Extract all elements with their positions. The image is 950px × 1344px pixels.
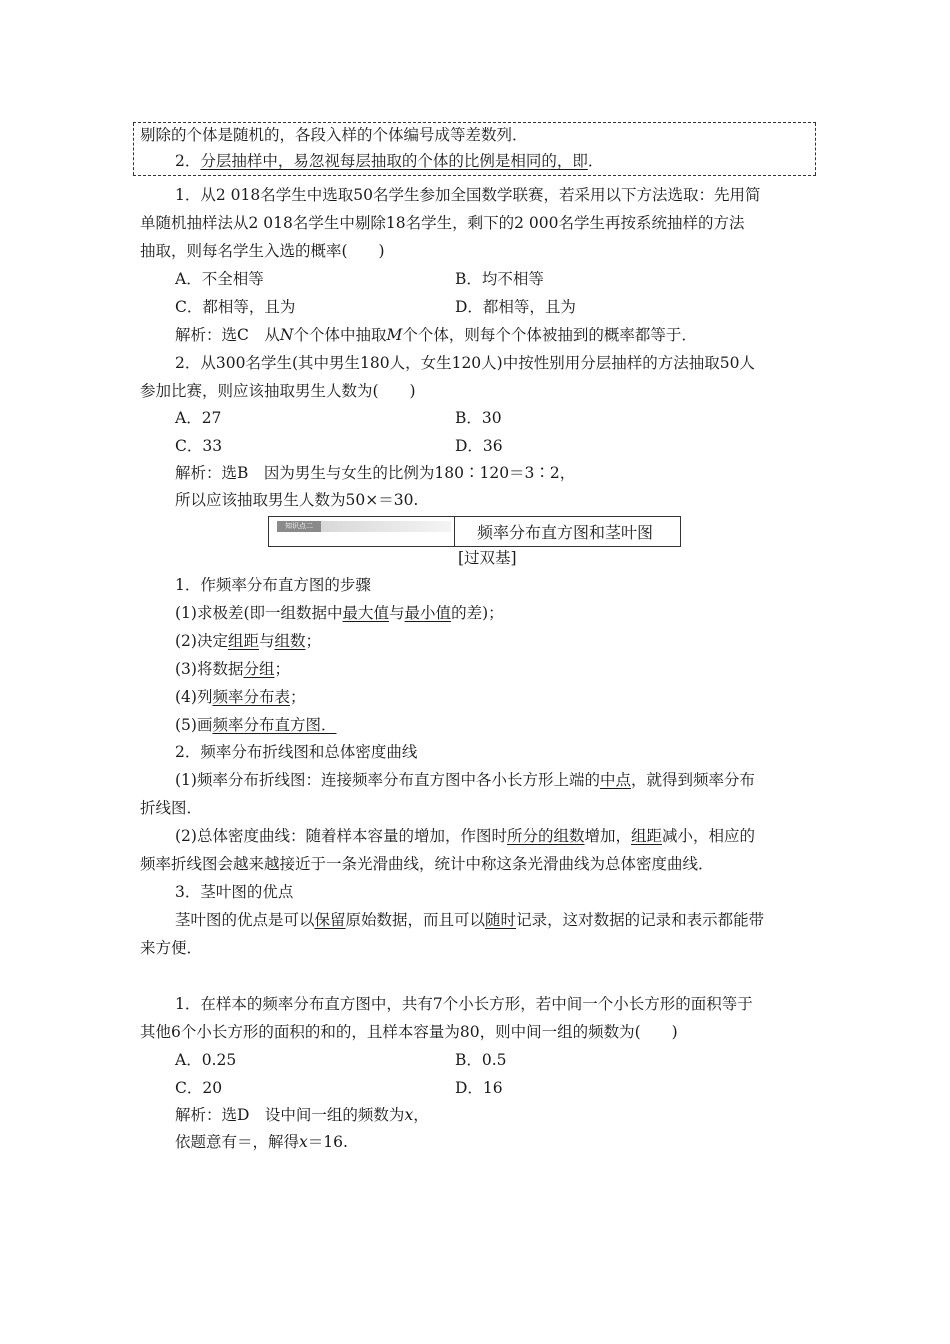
- step-5-histogram: 频率分布直方图．: [212, 716, 337, 734]
- step-3: [175, 658, 290, 680]
- q1-option-d-text: D．都相等，且为: [455, 298, 576, 316]
- step-4-table: 频率分布表: [212, 688, 290, 706]
- step-2: [175, 630, 321, 652]
- step-2-b: 与: [258, 632, 275, 650]
- polyline-p2-groups: 所分的组数: [506, 827, 585, 845]
- note-number: 2．: [175, 152, 201, 170]
- step-1-c: 的差)；: [451, 604, 504, 622]
- q1-solution-m: M: [386, 326, 403, 344]
- q2-option-b: [455, 407, 502, 429]
- polyline-heading: [175, 741, 417, 763]
- polyline-p1-midpoint: 中点: [599, 771, 631, 789]
- stem-leaf-line2: [140, 937, 202, 959]
- q1-option-b: [455, 268, 544, 290]
- q1-stem-text-3: 抽取，则每名学生入选的概率( ): [140, 242, 385, 260]
- stem-leaf-text: [175, 909, 764, 931]
- q3-solution-1-b: ，: [413, 1106, 429, 1124]
- knowledge-tag-band: [321, 521, 451, 532]
- polyline-heading-text: 2．频率分布折线图和总体密度曲线: [175, 743, 418, 761]
- step-1-max: 最大值: [342, 604, 390, 622]
- knowledge-header: [268, 516, 681, 547]
- q2-option-d-text: D．36: [455, 437, 503, 455]
- q1-option-a-text: A．不全相等: [175, 270, 264, 288]
- q3-solution-2-a: 依题意有＝，解得: [175, 1133, 300, 1151]
- polyline-p2-a: (2)总体密度曲线：随着样本容量的增加，作图时: [175, 827, 507, 845]
- q1-stem-2: [140, 212, 744, 234]
- q2-option-a-text: A．27: [175, 409, 222, 427]
- q1-solution-n: N: [279, 326, 294, 344]
- note-end: ．: [587, 152, 604, 170]
- note-line-1: [140, 124, 528, 146]
- q1-stem-1: [175, 184, 760, 206]
- q3-solution-2-b: ＝16.: [307, 1133, 348, 1151]
- step-2-a: (2)决定: [175, 632, 228, 650]
- q2-solution-text-1: 解析：选B 因为男生与女生的比例为180∶120＝3∶2，: [175, 464, 576, 482]
- q1-option-d: [455, 296, 576, 318]
- step-4-c: ；: [289, 688, 306, 706]
- note-text-1: 剔除的个体是随机的，各段入样的个体编号成等差数列．: [140, 126, 528, 144]
- polyline-p2-line2: [140, 853, 714, 875]
- q2-option-d: [455, 435, 503, 457]
- q3-option-c: [175, 1077, 222, 1099]
- step-1-min: 最小值: [404, 604, 452, 622]
- q1-option-c: [175, 296, 295, 318]
- q2-option-b-text: B．30: [455, 409, 502, 427]
- stem-leaf-line2-text: 来方便．: [140, 939, 203, 957]
- q3-option-b: [455, 1049, 507, 1071]
- step-3-c: ；: [274, 660, 290, 678]
- q3-option-d-text: D．16: [455, 1079, 503, 1097]
- q3-solution-x: x: [404, 1106, 414, 1124]
- stem-leaf-keep: 保留: [314, 911, 346, 929]
- q3-solution-1: [175, 1104, 429, 1126]
- step-2-c: ；: [305, 632, 322, 650]
- q1-option-b-text: B．均不相等: [455, 270, 544, 288]
- q1-stem-text-2: 单随机抽样法从2 018名学生中剔除18名学生，剩下的2 000名学生再按系统抽样的方法: [140, 214, 745, 232]
- section-subtitle-text: [过双基]: [458, 549, 517, 567]
- q3-stem-text-2: 其他6个小长方形的面积的和的，且样本容量为80，则中间一组的频数为( ): [140, 1023, 678, 1041]
- step-1-b: 与: [389, 604, 405, 622]
- stem-leaf-b: 原始数据，而且可以: [345, 911, 486, 929]
- polyline-p1-b: ，就得到频率分布: [630, 771, 755, 789]
- note-text-2: 分层抽样中，易忽视每层抽取的个体的比例是相同的，即: [200, 152, 588, 170]
- step-3-a: (3)将数据: [175, 660, 244, 678]
- knowledge-tag: 知识点二: [277, 521, 321, 532]
- q3-option-c-text: C．20: [175, 1079, 223, 1097]
- stem-leaf-heading-text: 3．茎叶图的优点: [175, 883, 294, 901]
- q2-stem-2: [140, 380, 416, 402]
- q3-solution-1-a: 解析：选D 设中间一组的频数为: [175, 1106, 405, 1124]
- q3-option-d: [455, 1077, 503, 1099]
- q3-solution-2: [175, 1131, 348, 1153]
- step-4: [175, 686, 306, 708]
- q3-stem-1: [175, 993, 753, 1015]
- q3-stem-text-1: 1．在样本的频率分布直方图中，共有7个小长方形，若中间一个小长方形的面积等于: [175, 995, 753, 1013]
- q1-solution-c: 个个体，则每个个体被抽到的概率都等于．: [402, 326, 697, 344]
- step-4-a: (4)列: [175, 688, 213, 706]
- q2-solution-1: [175, 462, 575, 484]
- q2-option-c-text: C．33: [175, 437, 223, 455]
- q2-solution-text-2: 所以应该抽取男生人数为50×＝30.: [175, 491, 419, 509]
- polyline-p1-a: (1)频率分布折线图：连接频率分布直方图中各小长方形上端的: [175, 771, 600, 789]
- q1-solution-a: 解析：选C 从: [175, 326, 280, 344]
- q2-option-a: [175, 407, 221, 429]
- section-subtitle: [458, 547, 517, 569]
- q3-option-b-text: B．0.5: [455, 1051, 507, 1069]
- q3-option-a-text: A．0.25: [175, 1051, 237, 1069]
- step-5: [175, 714, 336, 736]
- steps-heading-text: 1．作频率分布直方图的步骤: [175, 576, 371, 594]
- polyline-p1-line2-text: 折线图．: [140, 799, 203, 817]
- q1-option-c-text: C．都相等，且为: [175, 298, 296, 316]
- stem-leaf-a: 茎叶图的优点是可以: [175, 911, 315, 929]
- step-2-count: 组数: [274, 632, 306, 650]
- q1-stem-3: [140, 240, 385, 262]
- q3-option-a: [175, 1049, 236, 1071]
- q2-stem-1: [175, 352, 755, 374]
- q2-option-c: [175, 435, 222, 457]
- polyline-p2-line2-text: 频率折线图会越来越接近于一条光滑曲线，统计中称这条光滑曲线为总体密度曲线．: [140, 855, 714, 873]
- q2-stem-text-1: 2．从300名学生(其中男生180人，女生120人)中按性别用分层抽样的方法抽取50人: [175, 354, 755, 372]
- q1-solution: [175, 324, 697, 346]
- q2-stem-text-2: 参加比赛，则应该抽取男生人数为( ): [140, 382, 416, 400]
- steps-heading: [175, 574, 371, 596]
- q1-option-a: [175, 268, 264, 290]
- q1-stem-text-1: 1．从2 018名学生中选取50名学生参加全国数学联赛，若采用以下方法选取：先用简: [175, 186, 761, 204]
- knowledge-title: 频率分布直方图和茎叶图: [477, 523, 654, 542]
- stem-leaf-c: 记录，这对数据的记录和表示都能带: [516, 911, 765, 929]
- polyline-p2: [175, 825, 755, 847]
- polyline-p1: [175, 769, 755, 791]
- q2-solution-2: [175, 489, 418, 511]
- note-line-2: [175, 150, 603, 172]
- polyline-p2-c: 减小，相应的: [662, 827, 756, 845]
- step-1: [175, 602, 504, 624]
- q1-solution-b: 个个体中抽取: [293, 326, 387, 344]
- q3-solution-x2: x: [299, 1133, 308, 1151]
- step-5-a: (5)画: [175, 716, 213, 734]
- stem-leaf-heading: [175, 881, 293, 903]
- step-1-a: (1)求极差(即一组数据中: [175, 604, 343, 622]
- knowledge-divider: [454, 517, 455, 546]
- polyline-p1-line2: [140, 797, 202, 819]
- step-2-width: 组距: [227, 632, 259, 650]
- q3-stem-2: [140, 1021, 678, 1043]
- polyline-p2-width: 组距: [631, 827, 663, 845]
- stem-leaf-anytime: 随时: [485, 911, 517, 929]
- step-3-group: 分组: [243, 660, 275, 678]
- polyline-p2-b: 增加，: [584, 827, 631, 845]
